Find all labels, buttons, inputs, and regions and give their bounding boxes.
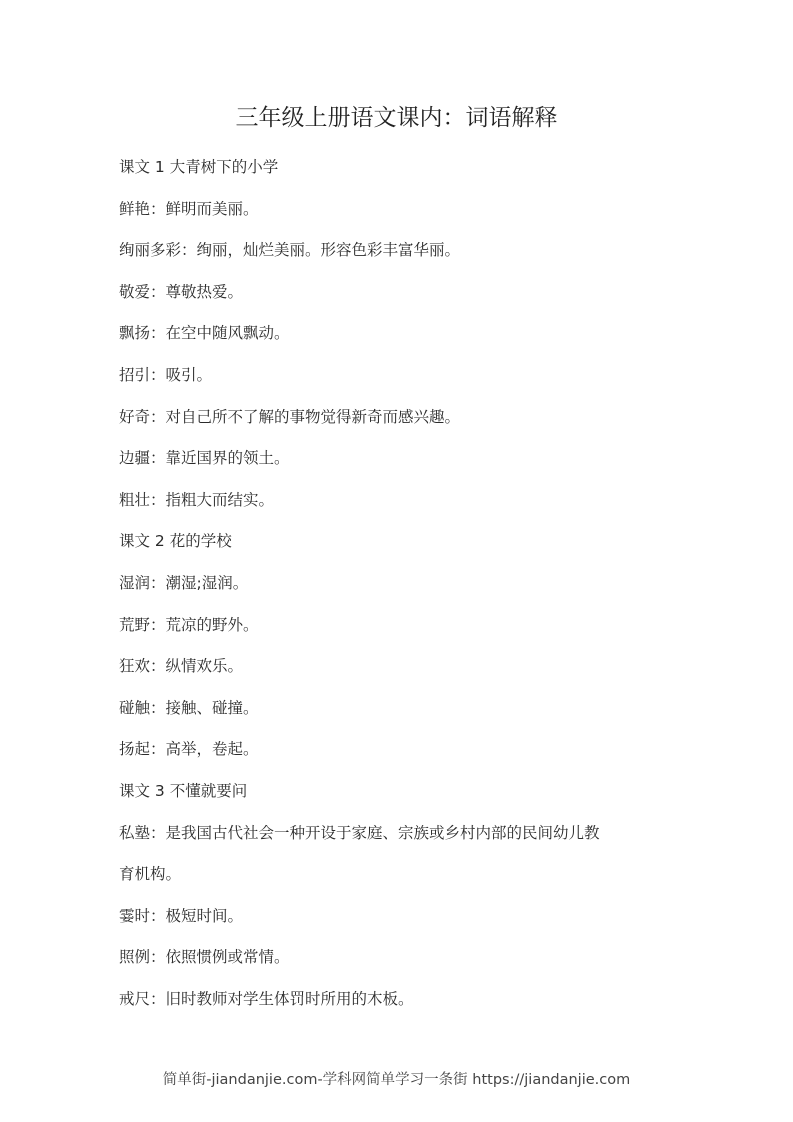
page-title: 三年级上册语文课内：词语解释 [235, 105, 558, 131]
definition-line: 碰触：接触、碰撞。 [119, 698, 259, 717]
definition-line: 荒野：荒凉的野外。 [119, 615, 259, 634]
definition-line: 湿润：潮湿;湿润。 [119, 573, 249, 592]
definition-line: 霎时：极短时间。 [119, 906, 244, 925]
definition-line: 飘扬：在空中随风飘动。 [119, 324, 290, 343]
definition-line: 边疆：靠近国界的领土。 [119, 449, 290, 468]
definition-line: 招引：吸引。 [119, 365, 213, 384]
page-footer: 简单街-jiandanjie.com-学科网简单学习一条街 https://jiandanjie.com [162, 1072, 631, 1088]
definition-line: 扬起：高举，卷起。 [119, 740, 259, 759]
definition-line: 照例：依照惯例或常情。 [119, 948, 290, 967]
section-heading-lesson-1: 课文 1 大青树下的小学 [119, 158, 279, 176]
definition-line: 绚丽多彩：绚丽，灿烂美丽。形容色彩丰富华丽。 [119, 241, 461, 260]
definition-line: 鲜艳：鲜明而美丽。 [119, 199, 259, 218]
definition-line: 敬爱：尊敬热爱。 [119, 282, 244, 301]
definition-line: 狂欢：纵情欢乐。 [119, 657, 244, 676]
section-heading-lesson-2: 课文 2 花的学校 [119, 532, 232, 551]
definition-line: 戒尺：旧时教师对学生体罚时所用的木板。 [119, 989, 414, 1008]
definition-line: 好奇：对自己所不了解的事物觉得新奇而感兴趣。 [119, 407, 461, 426]
document-body [119, 147, 689, 1020]
definition-line-continued: 育机构。 [119, 865, 182, 884]
definition-line: 粗壮：指粗大而结实。 [119, 490, 275, 509]
definition-line: 私塾：是我国古代社会一种开设于家庭、宗族或乡村内部的民间幼儿教 [119, 823, 600, 842]
section-heading-lesson-3: 课文 3 不懂就要问 [119, 781, 248, 800]
